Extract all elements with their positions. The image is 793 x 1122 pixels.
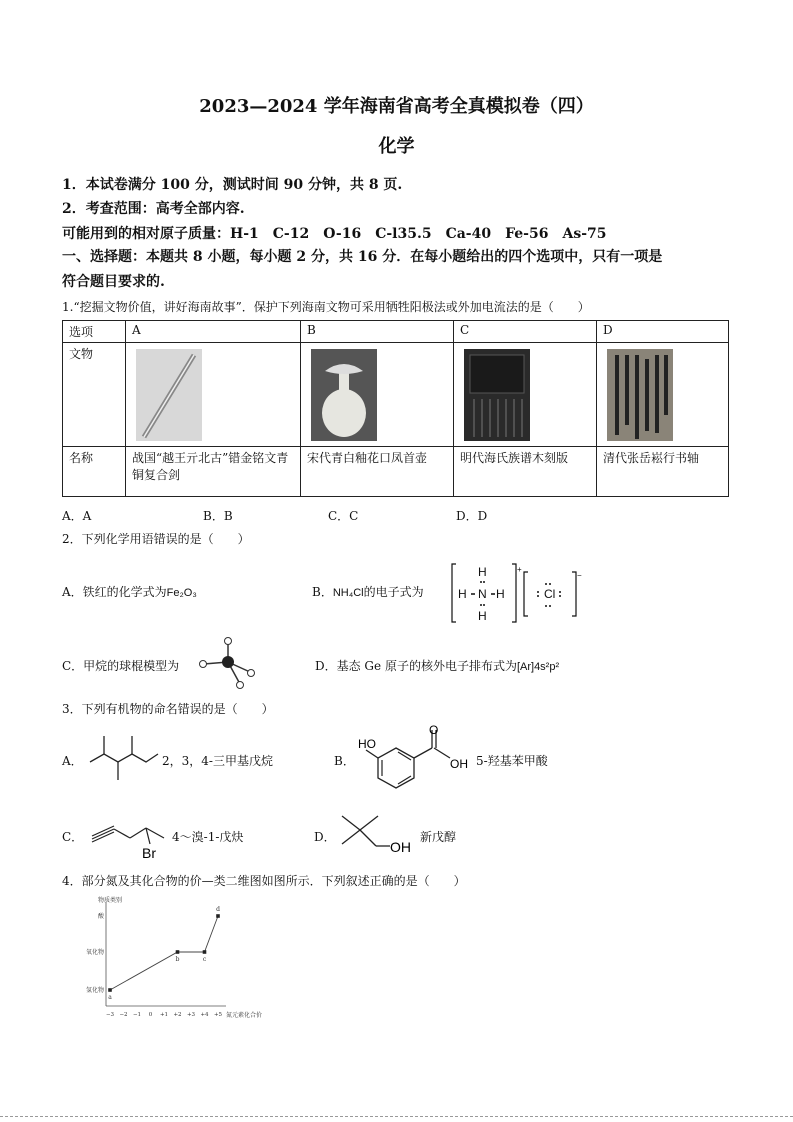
note-2: 2．考查范围：高考全部内容.: [62, 201, 245, 217]
h-bottom: H: [478, 609, 487, 623]
q2-option-a: [62, 583, 197, 600]
point-label-d: d: [216, 906, 220, 913]
name-a: 战国“越王亓北古”错金铭文青铜复合剑: [126, 447, 301, 497]
q3-c-label: C．: [62, 830, 84, 844]
x-tick-label: −2: [119, 1012, 128, 1018]
q1-table: [62, 320, 729, 497]
name-c: 明代海氏族谱木刻版: [454, 447, 597, 497]
o-label: O: [429, 724, 439, 737]
phoenix-vase-image: [311, 349, 377, 441]
neopentanol-structure: [336, 810, 422, 856]
col-b: B: [301, 321, 454, 343]
h-left: H: [458, 587, 467, 601]
h-top: H: [478, 565, 487, 579]
relic-a-cell: [126, 343, 301, 447]
y-tick-label: 酸: [97, 913, 104, 920]
table-header-name: 名称: [63, 447, 126, 497]
name-d: 清代张岳崧行书轴: [597, 447, 729, 497]
note-1: 1．本试卷满分 100 分，测试时间 90 分钟，共 8 页.: [62, 177, 403, 193]
q2-stem: 2．下列化学用语错误的是（ ）: [62, 532, 250, 546]
chart-ylabel: 物质类别: [98, 897, 123, 904]
x-tick-label: +3: [186, 1012, 196, 1018]
q1-option-c: C．C: [328, 509, 359, 523]
ho-label: HO: [358, 737, 376, 751]
q3-d-name: 新戊醇: [420, 830, 457, 844]
col-c: C: [454, 321, 597, 343]
page-bottom-divider: [0, 1116, 793, 1117]
exam-title: 2023—2024 学年海南省高考全真模拟卷（四）: [199, 96, 594, 117]
x-tick-label: −1: [132, 1012, 142, 1018]
q4-stem: 4．部分氮及其化合物的价—类二维图如图所示．下列叙述正确的是（ ）: [62, 874, 466, 888]
relic-d-cell: [597, 343, 729, 447]
bronze-sword-image: [136, 349, 202, 441]
q2-option-b: [312, 583, 424, 600]
q3-d-label: D．: [314, 830, 336, 844]
q2-option-d: [315, 657, 559, 674]
oh2-label: OH: [390, 839, 411, 855]
point-label-a: a: [108, 994, 112, 1001]
bromopentyne-structure: [88, 808, 172, 862]
x-tick-label: +4: [200, 1012, 209, 1018]
section-heading-cont: 符合题目要求的.: [62, 274, 165, 290]
calligraphy-scroll-image: [607, 349, 673, 441]
data-point-d: [216, 914, 220, 918]
q2-option-c: C．甲烷的球棍模型为: [62, 659, 180, 673]
q2-a-formula: Fe₂O₃: [166, 587, 197, 599]
q3-a-label: A．: [62, 754, 83, 768]
h-right: H: [496, 587, 505, 601]
woodblock-image: [464, 349, 530, 441]
cl-atom: Cl: [544, 587, 556, 601]
table-header-relic: 文物: [63, 343, 126, 447]
exam-subject: 化学: [378, 136, 415, 157]
note-3: 可能用到的相对原子质量：H-1 C-12 O-16 C-l35.5 Ca-40 Fe-56 As-75: [62, 226, 607, 242]
col-d: D: [597, 321, 729, 343]
oh-label: OH: [450, 757, 468, 771]
methane-ball-stick-icon: [198, 636, 260, 690]
q3-c-name: 4～溴-1-戊炔: [172, 830, 244, 844]
series-line: [110, 916, 218, 990]
data-point-c: [203, 950, 207, 954]
nh4cl-electron-formula: [450, 560, 582, 626]
q1-stem: 1.“挖掘文物价值，讲好海南故事”．保护下列海南文物可采用牺牲阳极法或外加电流法的是（ ）: [62, 300, 590, 314]
section-heading: 一、选择题：本题共 8 小题，每小题 2 分，共 16 分．在每小题给出的四个选项中，只有一项是: [62, 249, 663, 265]
q2-d-config: [Ar]4s²p²: [516, 661, 560, 673]
table-header-option: 选项: [63, 321, 126, 343]
x-tick-label: +1: [159, 1012, 169, 1018]
svg-text:−: −: [577, 571, 582, 580]
q2-d-text: D．基态 Ge 原子的核外电子排布式为: [315, 659, 517, 673]
q3-b-label: B．: [334, 754, 355, 768]
chart-xlabel: 氮元素化合价: [226, 1012, 263, 1019]
q1-option-a: A．A: [62, 509, 92, 523]
br-label: Br: [142, 845, 156, 861]
col-a: A: [126, 321, 301, 343]
q1-option-b: B．B: [203, 509, 233, 523]
svg-text:+: +: [517, 565, 522, 574]
q2-b-suffix: 的电子式为: [363, 585, 424, 599]
y-tick-label: 氢化物: [85, 987, 104, 994]
q1-option-d: D．D: [456, 509, 488, 523]
point-label-b: b: [175, 956, 180, 963]
nitrogen-valence-chart: [76, 892, 286, 1024]
q2-a-text: A．铁红的化学式为: [62, 585, 167, 599]
n-atom: N: [478, 587, 487, 601]
q3-b-name: 5-羟基苯甲酸: [476, 754, 548, 768]
data-point-b: [176, 950, 180, 954]
point-label-c: c: [202, 956, 207, 963]
q2-b-text: B．: [312, 585, 333, 599]
x-tick-label: 0: [148, 1012, 153, 1018]
name-b: 宋代青白釉花口凤首壶: [301, 447, 454, 497]
q3-stem: 3．下列有机物的命名错误的是（ ）: [62, 702, 274, 716]
x-tick-label: +5: [213, 1012, 223, 1018]
q2-b-formula: NH₄Cl: [332, 587, 364, 599]
x-tick-label: −3: [105, 1012, 115, 1018]
relic-c-cell: [454, 343, 597, 447]
trimethylpentane-structure: [86, 730, 160, 782]
y-tick-label: 氧化物: [85, 949, 104, 956]
x-tick-label: +2: [173, 1012, 182, 1018]
relic-b-cell: [301, 343, 454, 447]
q3-a-name: 2，3，4-三甲基戊烷: [162, 754, 273, 768]
data-point-a: [108, 988, 112, 992]
